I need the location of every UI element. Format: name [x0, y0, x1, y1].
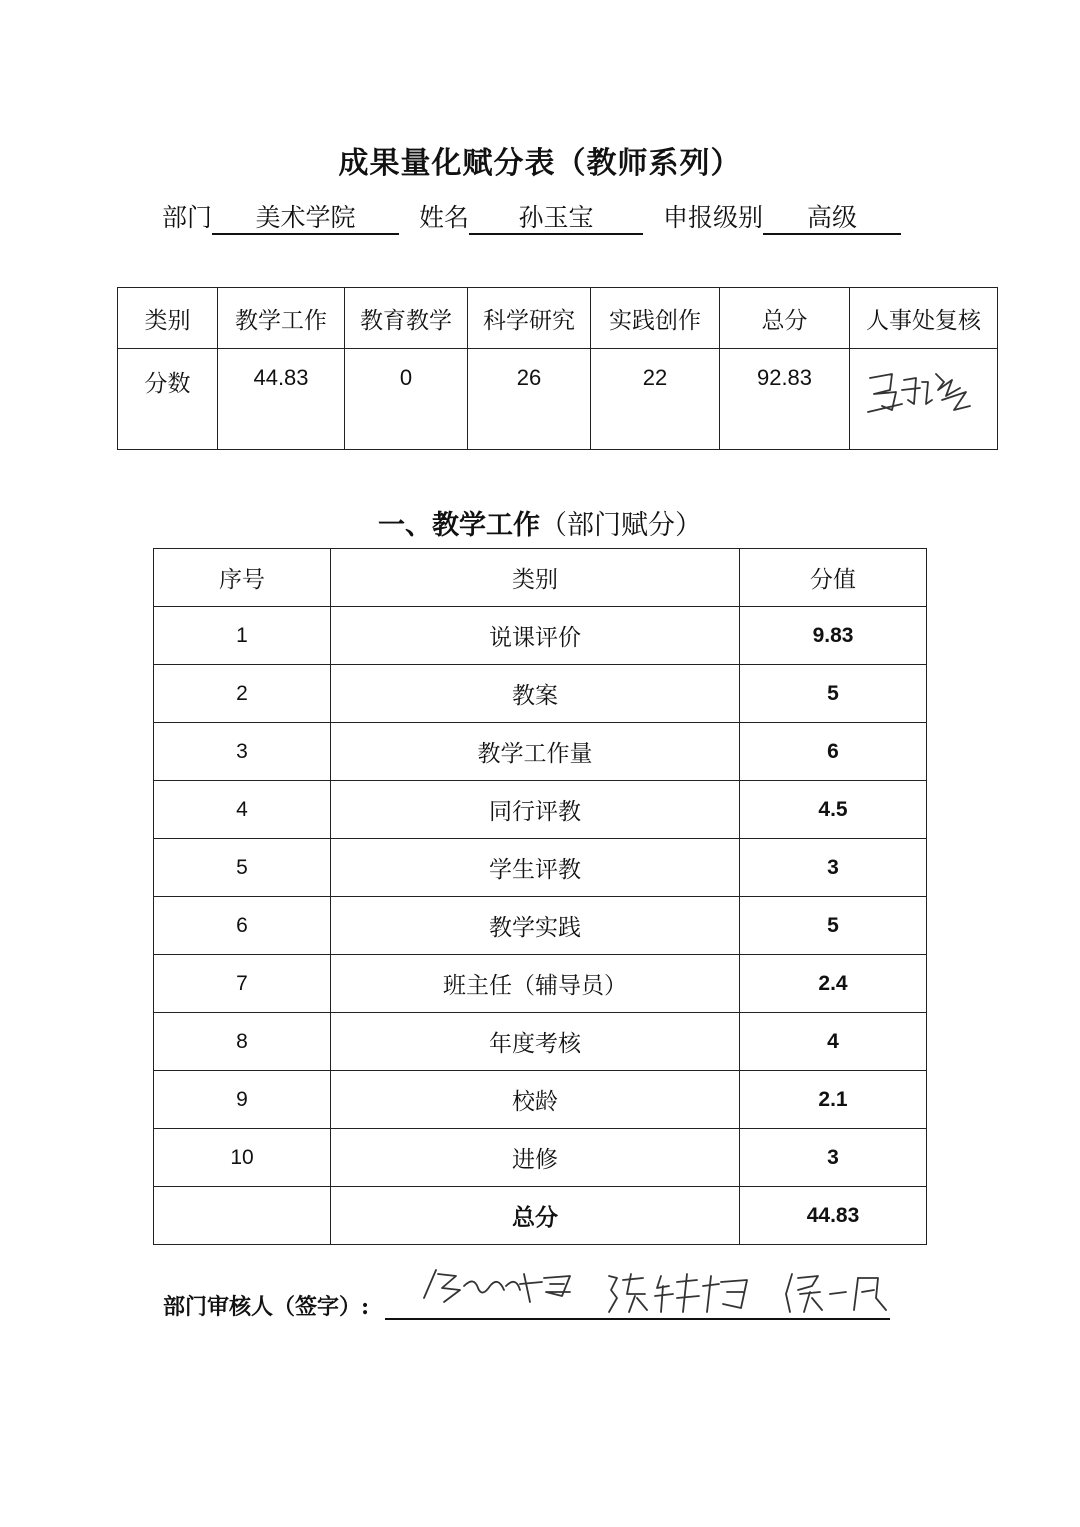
row-score: 3: [740, 839, 927, 897]
total-empty-cell: [154, 1187, 331, 1245]
summary-header-cell: 总分: [720, 288, 850, 349]
row-no: 8: [154, 1013, 331, 1071]
row-category: 教学实践: [331, 897, 740, 955]
table-row: [154, 1129, 927, 1187]
table-row: [154, 1071, 927, 1129]
row-no: 10: [154, 1129, 331, 1187]
reviewer-label: 部门审核人（签字）:: [163, 1294, 370, 1320]
detail-header-score: 分值: [740, 549, 927, 607]
table-row: [154, 723, 927, 781]
level-value: 高级: [763, 203, 901, 235]
row-no: 7: [154, 955, 331, 1013]
detail-header-row: [154, 549, 927, 607]
section-note: （部门赋分）: [540, 510, 702, 541]
row-category: 进修: [331, 1129, 740, 1187]
dept-label: 部门: [162, 203, 213, 232]
table-row: [154, 781, 927, 839]
row-score: 5: [740, 897, 927, 955]
row-no: 1: [154, 607, 331, 665]
total-value: 44.83: [740, 1187, 927, 1245]
row-no: 3: [154, 723, 331, 781]
summary-value-teaching: 44.83: [218, 349, 345, 450]
summary-header-row: [118, 288, 998, 349]
table-row: [154, 897, 927, 955]
row-score: 4: [740, 1013, 927, 1071]
applicant-info: [162, 198, 901, 235]
row-score: 9.83: [740, 607, 927, 665]
total-label: 总分: [331, 1187, 740, 1245]
row-score: 4.5: [740, 781, 927, 839]
table-row: [154, 955, 927, 1013]
summary-header-cell: 人事处复核: [850, 288, 998, 349]
summary-value-research: 26: [468, 349, 591, 450]
row-no: 6: [154, 897, 331, 955]
table-row: [154, 1013, 927, 1071]
row-category: 学生评教: [331, 839, 740, 897]
detail-header-no: 序号: [154, 549, 331, 607]
row-no: 2: [154, 665, 331, 723]
name-value: 孙玉宝: [469, 203, 643, 235]
row-score: 3: [740, 1129, 927, 1187]
row-score: 6: [740, 723, 927, 781]
summary-value-practice: 22: [591, 349, 720, 450]
row-category: 校龄: [331, 1071, 740, 1129]
name-label: 姓名: [418, 203, 469, 232]
table-row: [154, 839, 927, 897]
summary-row-label: 分数: [118, 349, 218, 450]
form-title: 成果量化赋分表（教师系列）: [338, 146, 742, 181]
total-row: [154, 1187, 927, 1245]
summary-header-cell: 教学工作: [218, 288, 345, 349]
dept-value: 美术学院: [212, 203, 399, 235]
detail-header-category: 类别: [331, 549, 740, 607]
reviewer-signature-1: [420, 1262, 580, 1312]
row-category: 班主任（辅导员）: [331, 955, 740, 1013]
row-no: 4: [154, 781, 331, 839]
row-category: 教案: [331, 665, 740, 723]
row-no: 9: [154, 1071, 331, 1129]
signature-underline: [385, 1318, 890, 1320]
summary-value-total: 92.83: [720, 349, 850, 450]
reviewer-signature-line: [163, 1290, 369, 1321]
row-category: 同行评教: [331, 781, 740, 839]
row-no: 5: [154, 839, 331, 897]
hr-signature: [862, 360, 977, 420]
summary-value-education: 0: [345, 349, 468, 450]
section-title: 一、教学工作: [378, 510, 540, 541]
table-row: [154, 607, 927, 665]
row-category: 教学工作量: [331, 723, 740, 781]
summary-header-cell: 实践创作: [591, 288, 720, 349]
table-row: [154, 665, 927, 723]
row-category: 说课评价: [331, 607, 740, 665]
row-category: 年度考核: [331, 1013, 740, 1071]
summary-header-cell: 类别: [118, 288, 218, 349]
row-score: 2.1: [740, 1071, 927, 1129]
summary-header-cell: 科学研究: [468, 288, 591, 349]
summary-header-cell: 教育教学: [345, 288, 468, 349]
teaching-detail-table: [153, 548, 927, 1245]
row-score: 2.4: [740, 955, 927, 1013]
section-heading: [0, 503, 1080, 542]
level-label: 申报级别: [662, 203, 763, 232]
reviewer-signature-2: [603, 1268, 753, 1318]
row-score: 5: [740, 665, 927, 723]
reviewer-signature-3: [782, 1268, 892, 1318]
